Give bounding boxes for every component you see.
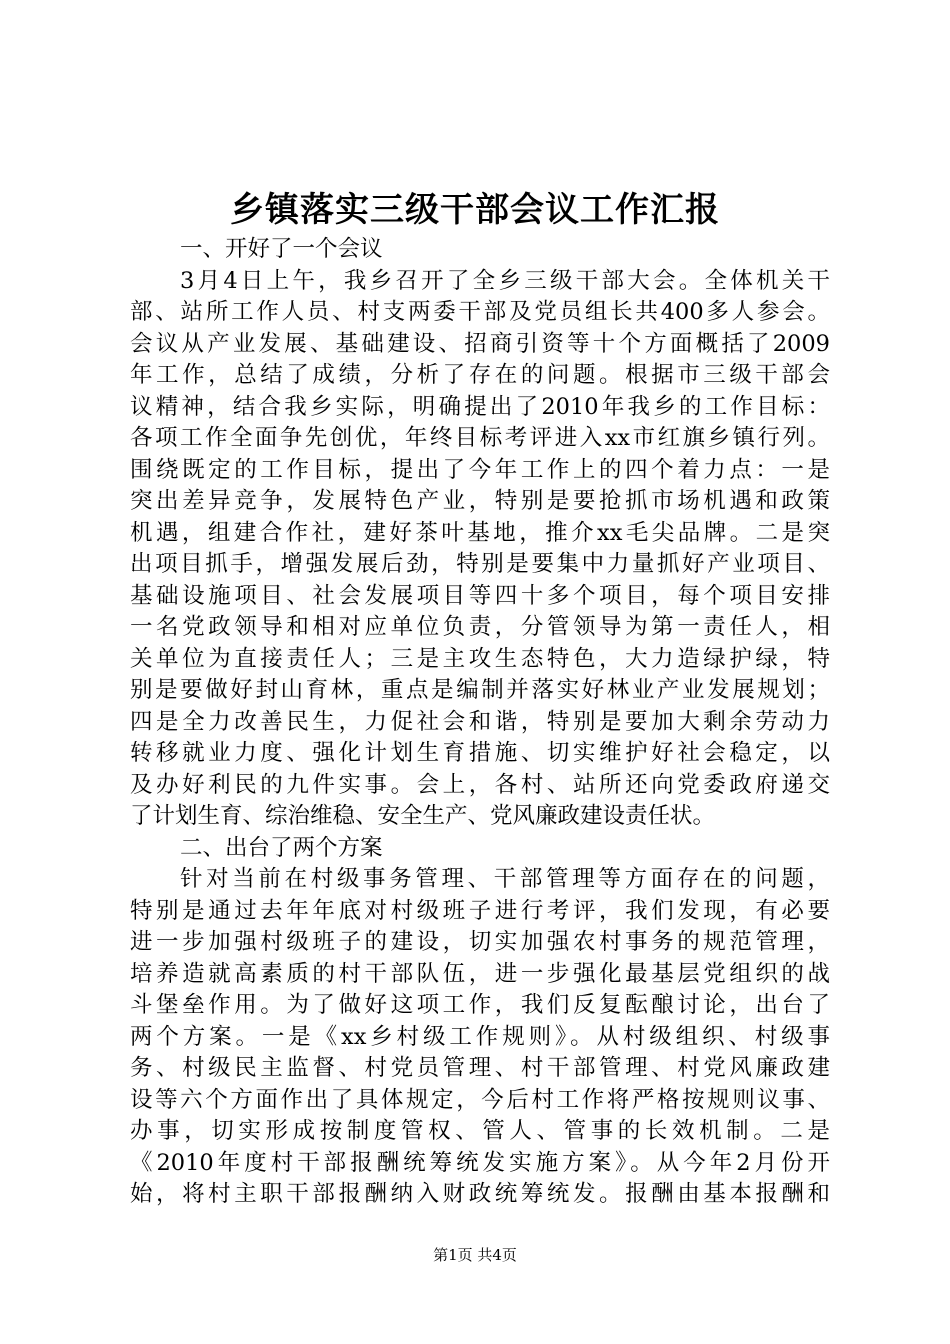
body-line: 进一步加强村级班子的建设，切实加强农村事务的规范管理， xyxy=(130,929,830,955)
body-line: 突出差异竞争，发展特色产业，特别是要抢抓市场机遇和政策 xyxy=(130,488,830,514)
body-line: 了计划生育、综治维稳、安全生产、党风廉政建设责任状。 xyxy=(130,803,716,829)
body-line: 年工作，总结了成绩，分析了存在的问题。根据市三级干部会 xyxy=(130,362,830,388)
body-line: 3月4日上午，我乡召开了全乡三级干部大会。全体机关干 xyxy=(180,267,830,294)
body-line: 《2010年度村干部报酬统筹统发实施方案》。从今年2月份开 xyxy=(130,1149,830,1176)
page-footer: 第1页 共4页 xyxy=(433,1246,517,1264)
section-heading: 二、出台了两个方案 xyxy=(180,834,383,861)
body-line: 始，将村主职干部报酬纳入财政统筹统发。报酬由基本报酬和 xyxy=(130,1181,830,1207)
body-line: 基础设施项目、社会发展项目等四十多个项目，每个项目安排 xyxy=(130,582,830,609)
body-line: 四是全力改善民生，力促社会和谐，特别是要加大剩余劳动力 xyxy=(130,708,830,735)
document-title: 乡镇落实三级干部会议工作汇报 xyxy=(230,190,720,230)
body-line: 针对当前在村级事务管理、干部管理等方面存在的问题， xyxy=(180,866,830,892)
body-line: 别是要做好封山育林，重点是编制并落实好林业产业发展规划； xyxy=(130,677,830,703)
body-line: 各项工作全面争先创优，年终目标考评进入xx市红旗乡镇行列。 xyxy=(130,425,830,451)
body-line: 斗堡垒作用。为了做好这项工作，我们反复酝酿讨论，出台了 xyxy=(130,992,830,1018)
body-line: 议精神，结合我乡实际，明确提出了2010年我乡的工作目标： xyxy=(130,393,830,420)
body-line: 会议从产业发展、基础建设、招商引资等十个方面概括了2009 xyxy=(130,330,830,357)
body-line: 办事，切实形成按制度管权、管人、管事的长效机制。二是 xyxy=(130,1118,830,1144)
document-body xyxy=(130,234,830,1211)
body-line: 务、村级民主监督、村党员管理、村干部管理、村党风廉政建 xyxy=(130,1055,830,1081)
body-line: 特别是通过去年年底对村级班子进行考评，我们发现，有必要 xyxy=(130,897,830,924)
body-line: 机遇，组建合作社，建好茶叶基地，推介xx毛尖品牌。二是突 xyxy=(130,519,830,546)
body-line: 部、站所工作人员、村支两委干部及党员组长共400多人参会。 xyxy=(130,299,830,325)
body-line: 两个方案。一是《xx乡村级工作规则》。从村级组织、村级事 xyxy=(130,1023,830,1050)
section-heading: 一、开好了一个会议 xyxy=(180,236,383,262)
body-line: 关单位为直接责任人；三是主攻生态特色，大力造绿护绿，特 xyxy=(130,645,830,672)
body-line: 一名党政领导和相对应单位负责，分管领导为第一责任人，相 xyxy=(130,614,830,640)
body-line: 出项目抓手，增强发展后劲，特别是要集中力量抓好产业项目、 xyxy=(130,551,830,577)
body-line: 转移就业力度、强化计划生育措施、切实维护好社会稳定，以 xyxy=(130,740,830,766)
body-line: 培养造就高素质的村干部队伍，进一步强化最基层党组织的战 xyxy=(130,960,830,987)
body-line: 及办好利民的九件实事。会上，各村、站所还向党委政府递交 xyxy=(130,771,830,798)
body-line: 围绕既定的工作目标，提出了今年工作上的四个着力点：一是 xyxy=(130,456,830,483)
body-line: 设等六个方面作出了具体规定，今后村工作将严格按规则议事、 xyxy=(130,1086,830,1113)
